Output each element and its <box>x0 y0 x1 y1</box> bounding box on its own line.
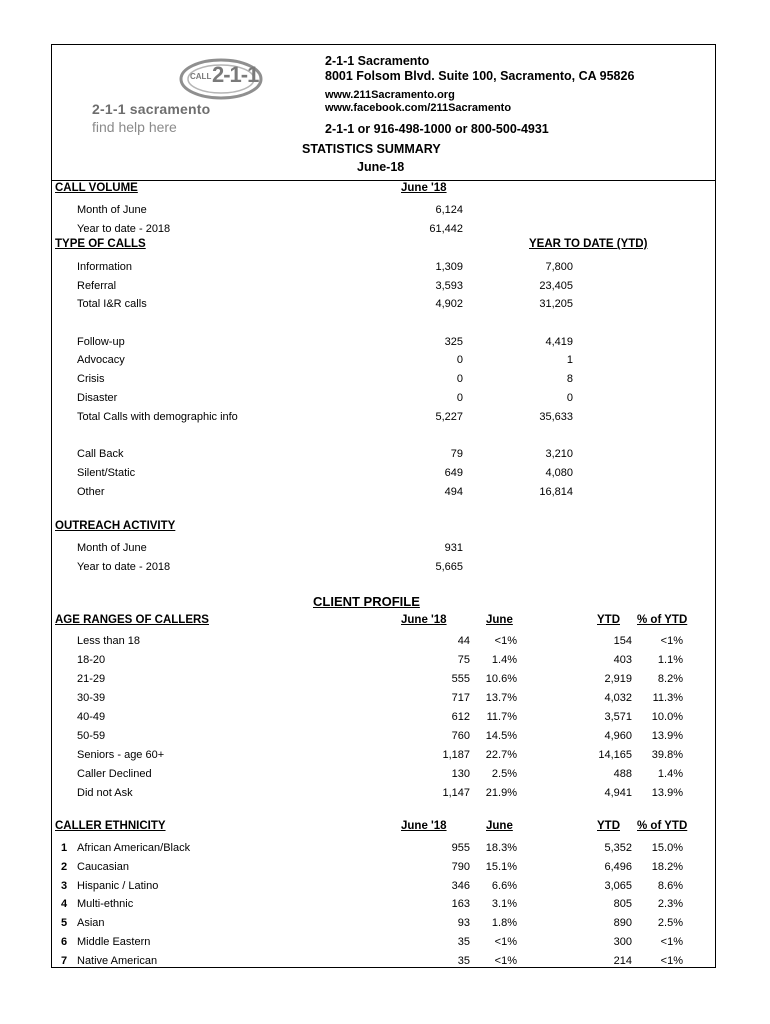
eth-col-ytd-pct: % of YTD <box>637 820 688 832</box>
age-row-label: Seniors - age 60+ <box>77 749 165 761</box>
call-volume-col-month: June '18 <box>401 182 447 194</box>
ethnicity-row-ytd: 300 <box>613 936 632 948</box>
ethnicity-row-label: African American/Black <box>77 842 191 854</box>
ethnicity-row-label: Middle Eastern <box>77 936 151 948</box>
ethnicity-row-month: 955 <box>451 842 470 854</box>
age-row-pct: 1.4% <box>491 654 517 666</box>
age-row-ytd: 14,165 <box>598 749 632 761</box>
ethnicity-row-ytd: 890 <box>613 917 632 929</box>
age-row-label: Less than 18 <box>77 635 140 647</box>
badge-call-text: CALL <box>190 72 212 81</box>
type-of-calls-row-month: 0 <box>456 373 463 385</box>
age-row-pct: <1% <box>494 635 517 647</box>
age-row-label: 21-29 <box>77 673 106 685</box>
age-row-label: Did not Ask <box>77 787 133 799</box>
ethnicity-row-ytd-pct: <1% <box>660 955 683 967</box>
ethnicity-row-rank: 2 <box>61 861 68 873</box>
age-row-month: 612 <box>451 711 470 723</box>
age-row-ytd-pct: 8.2% <box>657 673 683 685</box>
age-col-pct: June <box>486 614 513 626</box>
type-of-calls-row-ytd: 35,633 <box>539 411 573 423</box>
type-of-calls-col-ytd: YEAR TO DATE (YTD) <box>529 238 648 250</box>
type-of-calls-heading: TYPE OF CALLS <box>55 238 146 250</box>
type-of-calls-row-label: Follow-up <box>77 336 125 348</box>
badge-number-text: 2-1-1 <box>212 62 259 87</box>
type-of-calls-row-ytd: 8 <box>566 373 573 385</box>
report-period: June-18 <box>357 160 405 174</box>
age-row-ytd: 403 <box>613 654 632 666</box>
ethnicity-row-pct: 18.3% <box>485 842 517 854</box>
outreach-row-label: Year to date - 2018 <box>77 561 171 573</box>
age-row-ytd: 488 <box>613 768 632 780</box>
type-of-calls-row-ytd: 31,205 <box>539 298 573 310</box>
age-row-ytd-pct: 39.8% <box>651 749 683 761</box>
age-col-month: June '18 <box>401 614 447 626</box>
type-of-calls-row-ytd: 0 <box>566 392 573 404</box>
type-of-calls-row-month: 5,227 <box>435 411 463 423</box>
age-row-pct: 22.7% <box>485 749 517 761</box>
call-volume-row-month: 6,124 <box>435 204 463 216</box>
age-row-pct: 2.5% <box>491 768 517 780</box>
age-row-ytd-pct: 1.4% <box>657 768 683 780</box>
phone-numbers: 2-1-1 or 916-498-1000 or 800-500-4931 <box>325 122 549 136</box>
age-row-pct: 11.7% <box>486 711 517 723</box>
age-row-pct: 10.6% <box>485 673 517 685</box>
type-of-calls-row-ytd: 7,800 <box>545 261 573 273</box>
call-volume-row-label: Month of June <box>77 204 147 216</box>
type-of-calls-row-label: Other <box>77 486 105 498</box>
age-row-month: 130 <box>451 768 470 780</box>
type-of-calls-row-ytd: 1 <box>566 354 573 366</box>
call-volume-row-label: Year to date - 2018 <box>77 223 171 235</box>
ethnicity-row-ytd-pct: <1% <box>660 936 683 948</box>
type-of-calls-row-month: 0 <box>456 354 463 366</box>
ethnicity-row-pct: 6.6% <box>491 880 517 892</box>
type-of-calls-row-month: 325 <box>444 336 463 348</box>
eth-col-pct: June <box>486 820 513 832</box>
type-of-calls-row-ytd: 3,210 <box>545 448 573 460</box>
outreach-heading: OUTREACH ACTIVITY <box>55 520 176 532</box>
age-row-ytd: 154 <box>613 635 632 647</box>
age-row-ytd: 4,960 <box>604 730 632 742</box>
age-row-pct: 13.7% <box>485 692 517 704</box>
ethnicity-row-month: 346 <box>451 880 470 892</box>
ethnicity-row-ytd-pct: 2.3% <box>657 898 683 910</box>
outreach-row-label: Month of June <box>77 542 147 554</box>
age-row-month: 717 <box>451 692 470 704</box>
type-of-calls-row-month: 3,593 <box>435 280 463 292</box>
age-row-ytd-pct: 13.9% <box>651 730 683 742</box>
logo-tagline: find help here <box>92 119 177 135</box>
ethnicity-row-pct: <1% <box>494 955 517 967</box>
ethnicity-heading: CALLER ETHNICITY <box>55 820 166 832</box>
type-of-calls-row-label: Referral <box>77 280 117 292</box>
type-of-calls-row-label: Total Calls with demographic info <box>77 411 238 423</box>
age-row-ytd-pct: 1.1% <box>657 654 683 666</box>
eth-col-month: June '18 <box>401 820 447 832</box>
type-of-calls-row-ytd: 16,814 <box>539 486 573 498</box>
age-row-ytd: 2,919 <box>604 673 632 685</box>
ethnicity-row-pct: 15.1% <box>485 861 517 873</box>
type-of-calls-row-label: Advocacy <box>77 354 125 366</box>
age-row-ytd: 3,571 <box>604 711 632 723</box>
type-of-calls-row-month: 494 <box>444 486 463 498</box>
facebook-link[interactable]: www.facebook.com/211Sacramento <box>325 102 512 114</box>
outreach-row-month: 931 <box>444 542 463 554</box>
type-of-calls-row-label: Disaster <box>77 392 118 404</box>
age-row-ytd: 4,032 <box>604 692 632 704</box>
header-divider <box>51 180 716 181</box>
type-of-calls-row-ytd: 4,080 <box>545 467 573 479</box>
ethnicity-row-month: 93 <box>457 917 470 929</box>
ethnicity-row-pct: 1.8% <box>491 917 517 929</box>
ethnicity-row-rank: 4 <box>61 898 68 910</box>
ethnicity-row-ytd: 6,496 <box>604 861 632 873</box>
age-row-ytd: 4,941 <box>604 787 632 799</box>
org-name: 2-1-1 Sacramento <box>325 54 430 68</box>
ethnicity-row-ytd: 214 <box>613 955 632 967</box>
type-of-calls-row-label: Crisis <box>77 373 105 385</box>
ethnicity-row-label: Multi-ethnic <box>77 898 134 910</box>
ethnicity-row-month: 35 <box>457 936 470 948</box>
client-profile-heading: CLIENT PROFILE <box>313 594 420 609</box>
age-row-month: 555 <box>451 673 470 685</box>
age-row-month: 1,187 <box>442 749 470 761</box>
age-col-ytd-pct: % of YTD <box>637 614 688 626</box>
ethnicity-row-ytd: 3,065 <box>604 880 632 892</box>
type-of-calls-row-label: Total I&R calls <box>77 298 147 310</box>
age-row-label: 40-49 <box>77 711 106 723</box>
type-of-calls-row-month: 649 <box>444 467 463 479</box>
age-row-month: 1,147 <box>442 787 470 799</box>
age-row-month: 760 <box>451 730 470 742</box>
type-of-calls-row-month: 0 <box>456 392 463 404</box>
ethnicity-row-ytd-pct: 15.0% <box>651 842 683 854</box>
type-of-calls-row-label: Call Back <box>77 448 124 460</box>
type-of-calls-row-label: Information <box>77 261 133 273</box>
outreach-row-month: 5,665 <box>435 561 463 573</box>
age-row-ytd-pct: <1% <box>660 635 683 647</box>
ethnicity-row-month: 790 <box>451 861 470 873</box>
ethnicity-row-label: Native American <box>77 955 158 967</box>
ethnicity-row-label: Caucasian <box>77 861 129 873</box>
age-row-month: 44 <box>457 635 470 647</box>
call-volume-row-month: 61,442 <box>429 223 463 235</box>
type-of-calls-row-label: Silent/Static <box>77 467 136 479</box>
ethnicity-row-rank: 6 <box>61 936 68 948</box>
type-of-calls-row-month: 4,902 <box>435 298 463 310</box>
age-ranges-heading: AGE RANGES OF CALLERS <box>55 614 209 626</box>
ethnicity-row-ytd: 805 <box>613 898 632 910</box>
age-row-month: 75 <box>457 654 470 666</box>
type-of-calls-row-ytd: 23,405 <box>539 280 573 292</box>
org-address: 8001 Folsom Blvd. Suite 100, Sacramento, CA 95826 <box>325 69 635 83</box>
age-row-ytd-pct: 13.9% <box>651 787 683 799</box>
ethnicity-row-label: Asian <box>77 917 105 929</box>
ethnicity-row-pct: <1% <box>494 936 517 948</box>
eth-col-ytd: YTD <box>597 820 620 832</box>
type-of-calls-row-ytd: 4,419 <box>545 336 573 348</box>
age-row-label: 50-59 <box>77 730 106 742</box>
ethnicity-row-rank: 3 <box>61 880 68 892</box>
call-volume-heading: CALL VOLUME <box>55 182 138 194</box>
ethnicity-row-rank: 7 <box>61 955 68 967</box>
ethnicity-row-ytd-pct: 18.2% <box>651 861 683 873</box>
logo-wordmark: 2-1-1 sacramento <box>92 101 211 117</box>
age-row-ytd-pct: 10.0% <box>651 711 683 723</box>
age-row-pct: 21.9% <box>485 787 517 799</box>
age-row-pct: 14.5% <box>485 730 517 742</box>
report-title: STATISTICS SUMMARY <box>302 142 441 156</box>
ethnicity-row-ytd-pct: 2.5% <box>657 917 683 929</box>
age-row-label: 30-39 <box>77 692 106 704</box>
age-row-label: 18-20 <box>77 654 106 666</box>
ethnicity-row-month: 163 <box>451 898 470 910</box>
ethnicity-row-ytd: 5,352 <box>604 842 632 854</box>
age-col-ytd: YTD <box>597 614 620 626</box>
age-row-ytd-pct: 11.3% <box>652 692 683 704</box>
ethnicity-row-pct: 3.1% <box>491 898 517 910</box>
ethnicity-row-month: 35 <box>457 955 470 967</box>
type-of-calls-row-month: 1,309 <box>435 261 463 273</box>
ethnicity-row-ytd-pct: 8.6% <box>657 880 683 892</box>
ethnicity-row-label: Hispanic / Latino <box>77 880 159 892</box>
website-link[interactable]: www.211Sacramento.org <box>325 89 455 101</box>
ethnicity-row-rank: 5 <box>61 917 68 929</box>
type-of-calls-row-month: 79 <box>450 448 463 460</box>
age-row-label: Caller Declined <box>77 768 152 780</box>
ethnicity-row-rank: 1 <box>61 842 68 854</box>
